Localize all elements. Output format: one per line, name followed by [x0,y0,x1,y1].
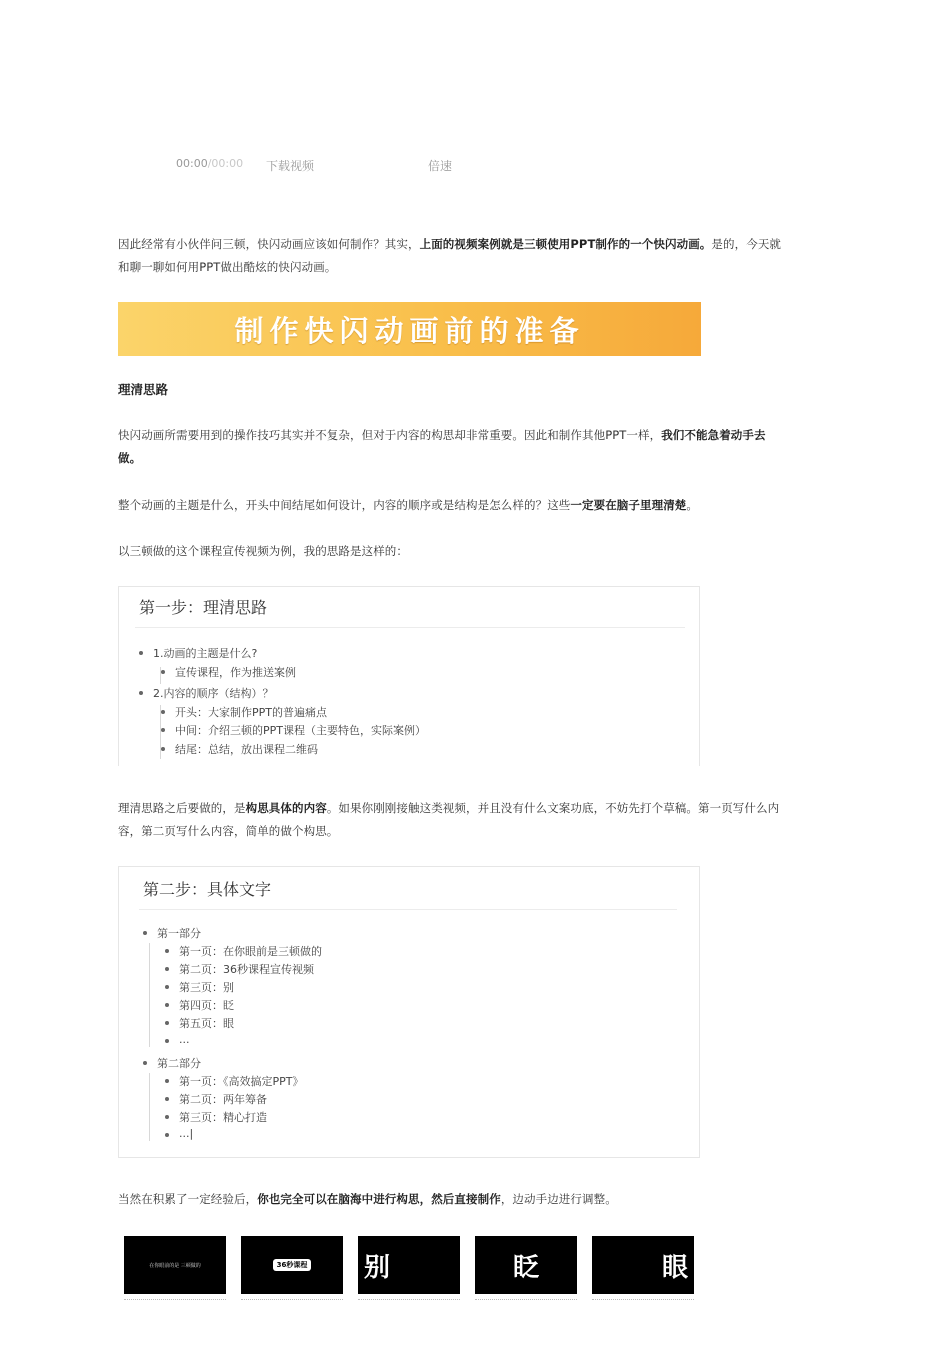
card-1-divider [135,627,685,628]
intro-paragraph [118,233,834,279]
paragraph-1 [118,424,834,470]
intro-line2: 和聊一聊如何用PPT做出酷炫的快闪动画。 [118,260,337,274]
list-item: 开头：大家制作PPT的普遍痛点 [175,706,327,719]
total-time: 00:00 [211,157,244,170]
list-item: ...| [179,1127,194,1140]
time-display [176,157,243,170]
list-item: 2.内容的顺序（结构）？ [153,687,274,700]
p5-text: 当然在积累了一定经验后， [118,1192,258,1206]
video-frame-thumbnail[interactable] [241,1236,343,1294]
list-item: 中间：介绍三顿的PPT课程（主要特色，实际案例） [175,724,426,737]
download-video-button[interactable]: 下载视频 [266,159,315,173]
list-item: 第一页：在你眼前是三顿做的 [179,945,322,958]
list-item: 第三页：精心打造 [179,1111,267,1124]
p4-text-2: 。如果你刚刚接触这类视频，并且没有什么文案功底，不妨先打个草稿。第一页写什么内 [326,801,780,815]
list-item: 第一部分 [157,927,201,940]
frame-caption: 眨 [512,1252,539,1283]
paragraph-4 [118,797,834,843]
p1-bold: 我们不能急着动手去 [661,428,766,442]
card-2-divider [139,909,677,910]
p5-bold: 你也完全可以在脑海中进行构思，然后直接制作 [257,1192,501,1206]
outline-card-1 [118,586,700,766]
p2-text: 整个动画的主题是什么，开头中间结尾如何设计，内容的顺序或是结构是怎么样的？这些 [118,498,571,512]
card-1-title: 第一步：理清思路 [139,598,268,617]
video-frame-thumbnail[interactable] [475,1236,577,1294]
frame-progress [475,1295,577,1300]
outline-card-2 [118,866,700,1158]
section-heading: 理清思路 [118,382,169,397]
list-item: 第二页：36秒课程宣传视频 [179,963,314,976]
list-item: 第五页：眼 [179,1017,234,1030]
list-item: 第二部分 [157,1057,201,1070]
video-controls [0,157,950,175]
list-item: 宣传课程，作为推送案例 [175,666,296,679]
tree-guide [149,943,150,1047]
video-frame-thumbnail[interactable] [592,1236,694,1294]
frame-caption: 在你眼前的是 三顿做的 [149,1262,201,1269]
intro-text-b: 是的，今天就 [711,237,782,251]
list-item: ... [179,1033,190,1046]
p5-end: ，边动手边进行调整。 [500,1192,617,1206]
banner-title: 制作快闪动画前的准备 [234,313,585,348]
p4-text: 理清思路之后要做的，是 [118,801,246,815]
frame-caption: 眼 [661,1252,688,1283]
list-item: 第二页：两年筹备 [179,1093,267,1106]
intro-text-a: 因此经常有小伙伴问三顿，快闪动画应该如何制作？其实， [118,237,420,251]
section-banner [118,302,701,356]
p2-bold: 一定要在脑子里理清楚 [570,498,687,512]
paragraph-2 [118,494,834,517]
paragraph-3: 以三顿做的这个课程宣传视频为例，我的思路是这样的： [118,544,408,558]
frame-caption: 别 [364,1252,391,1283]
list-item: 第四页：眨 [179,999,234,1012]
video-frame-thumbnail[interactable] [358,1236,460,1294]
playback-speed-button[interactable]: 倍速 [428,159,453,173]
intro-bold: 上面的视频案例就是三顿使用PPT制作的一个快闪动画。 [419,237,712,251]
frame-progress [124,1295,226,1300]
list-item: 结尾：总结，放出课程二维码 [175,743,318,756]
tree-guide [149,1073,150,1141]
p1-bold-2: 做。 [118,451,142,465]
frame-progress [358,1295,460,1300]
p4-bold: 构思具体的内容 [245,801,327,815]
frame-progress [241,1295,343,1300]
list-item: 第一页：《高效搞定PPT》 [179,1075,304,1088]
p2-end: 。 [686,498,699,512]
list-item: 1.动画的主题是什么? [153,647,258,660]
list-item: 第三页：别 [179,981,234,994]
paragraph-5 [118,1188,834,1211]
time-separator: / [207,157,212,170]
p1-text: 快闪动画所需要用到的操作技巧其实并不复杂，但对于内容的构思却非常重要。因此和制作其他PPT一样， [118,428,662,442]
frame-progress [592,1295,694,1300]
p4-line2: 容，第二页写什么内容，简单的做个构思。 [118,824,339,838]
video-frame-thumbnail[interactable] [124,1236,226,1294]
card-2-title: 第二步：具体文字 [143,880,272,899]
frame-caption: 36秒课程 [273,1259,312,1271]
current-time: 00:00 [176,157,208,170]
